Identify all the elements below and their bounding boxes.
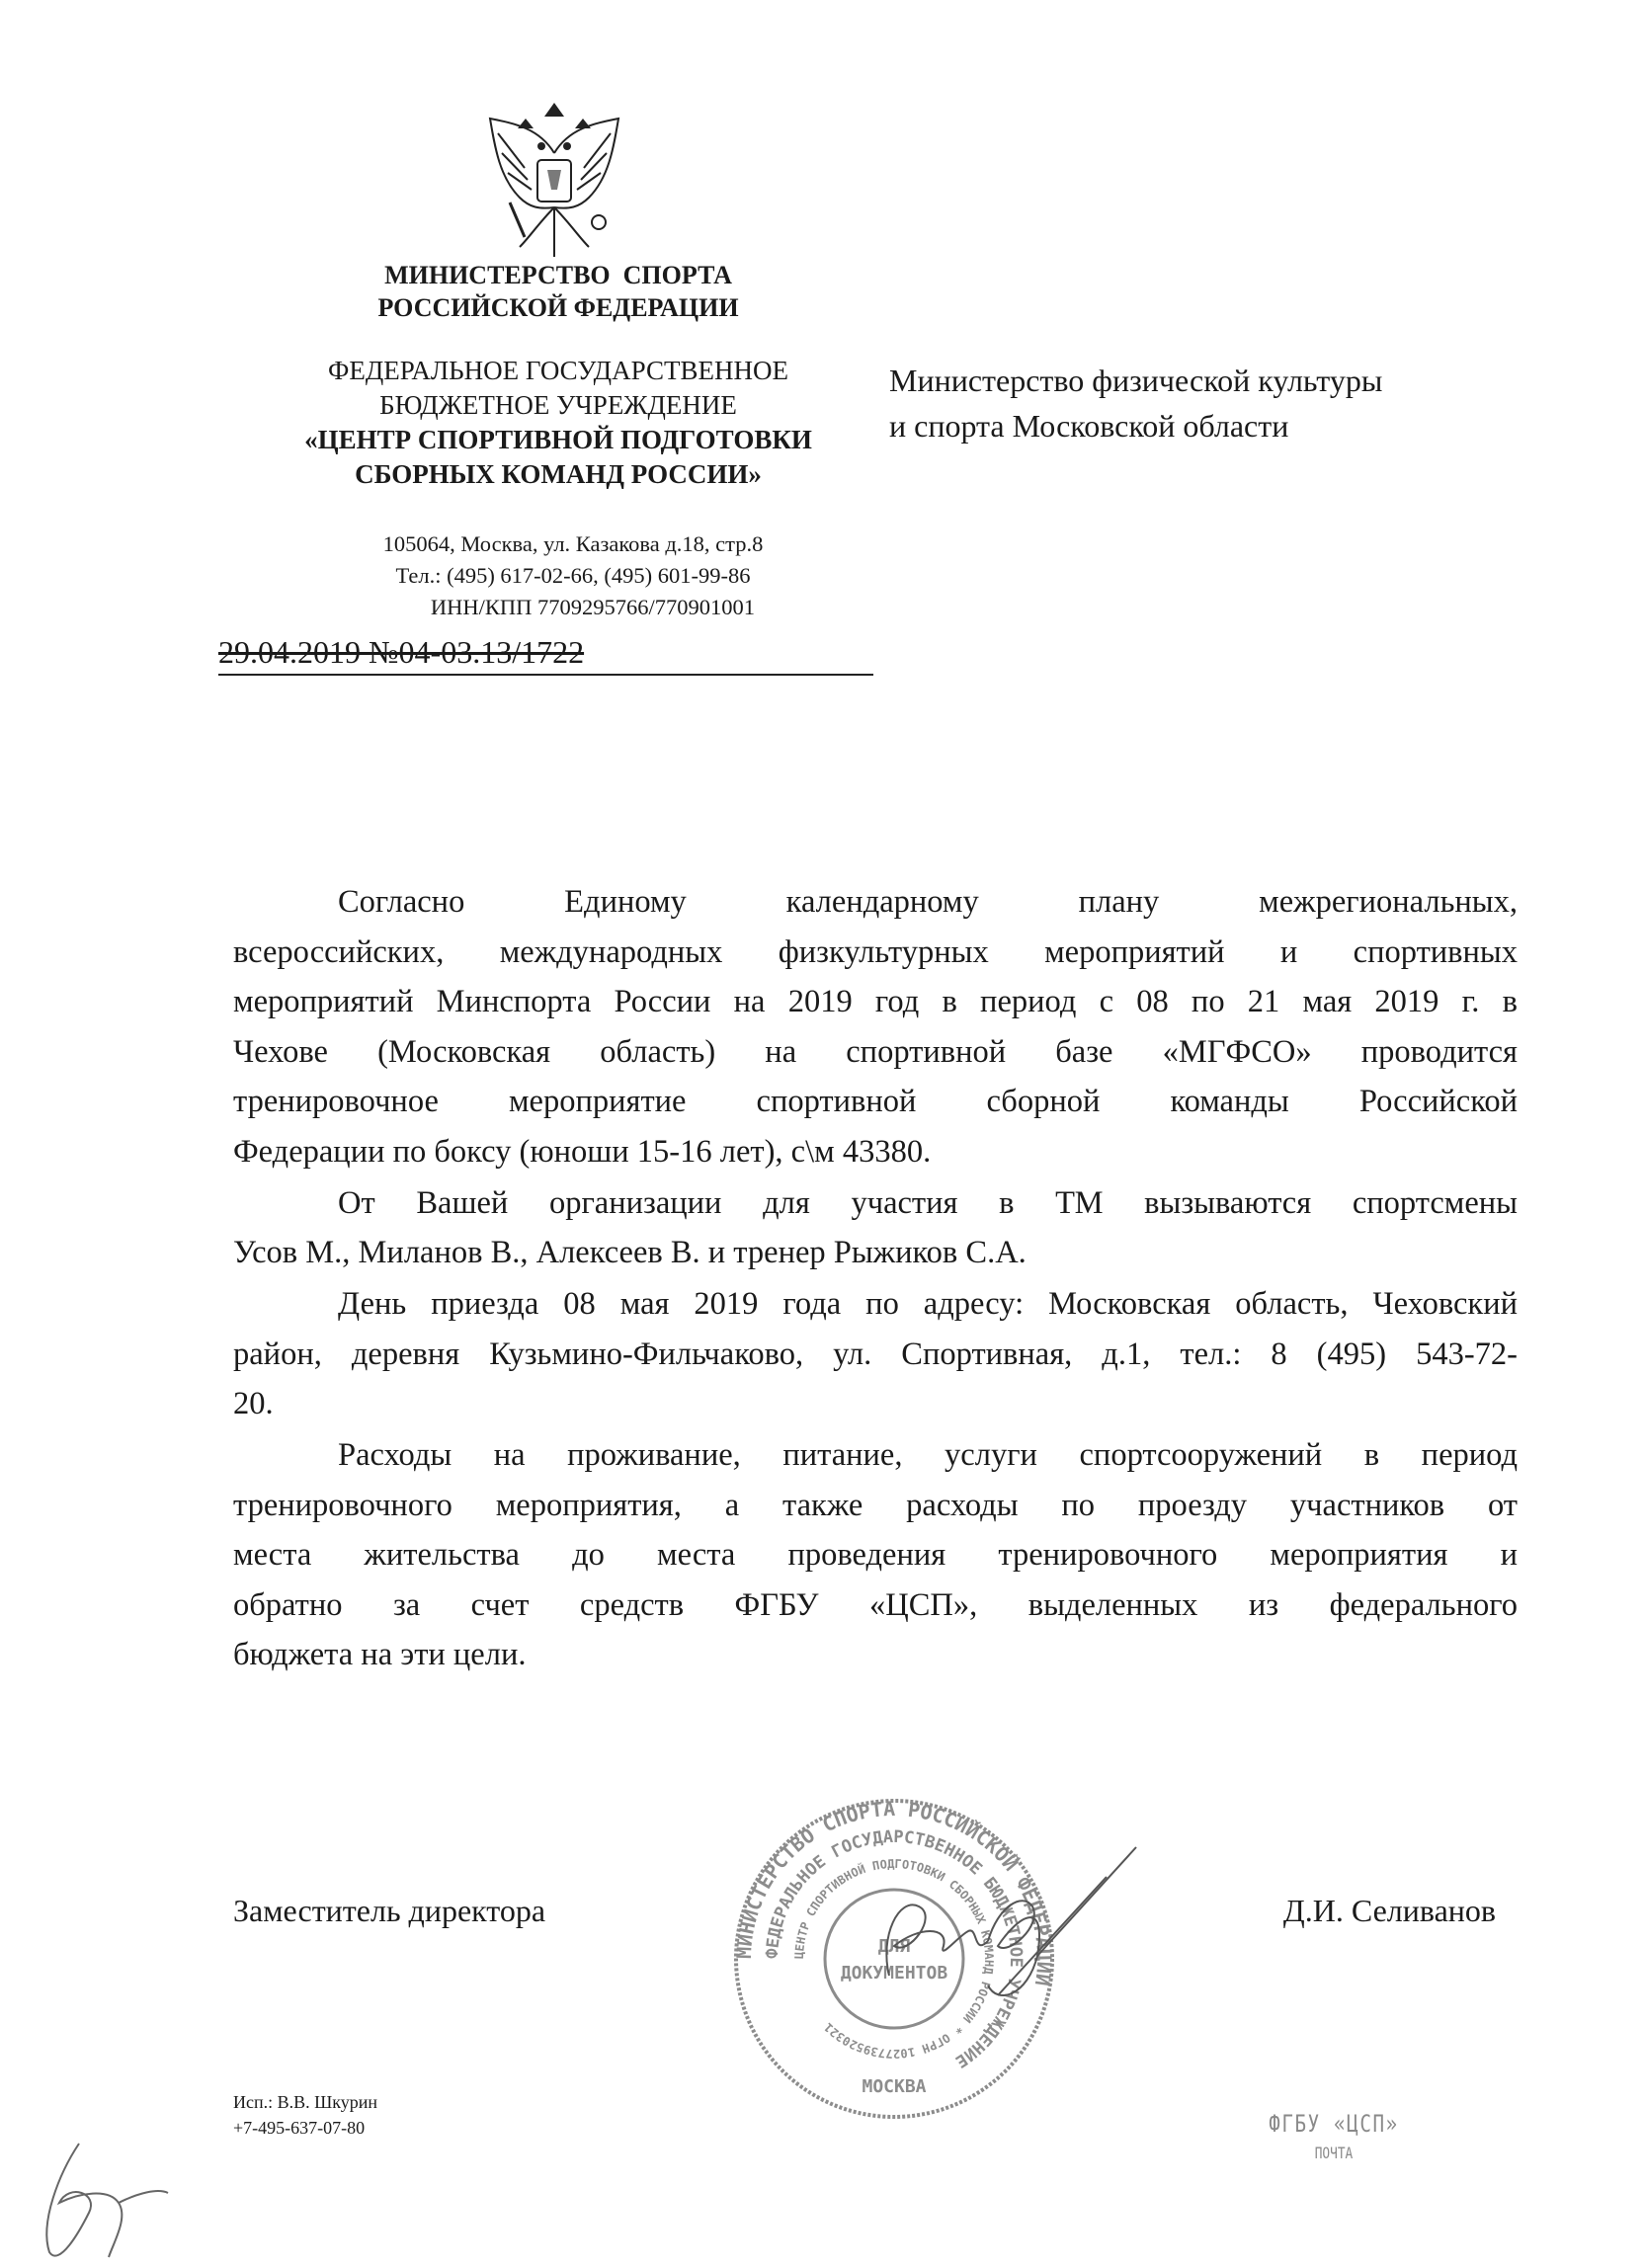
stamp-city-text: МОСКВА xyxy=(862,2076,927,2097)
body-line: Чехове (Московская область) на спортивной базе «МГФСО» проводится xyxy=(233,1033,1518,1070)
mail-registration-mark xyxy=(1225,2110,1442,2162)
russian-coat-of-arms-emblem xyxy=(480,99,628,265)
address-line: 105064, Москва, ул. Казакова д.18, стр.8 xyxy=(382,531,764,556)
stamp-middle-text: ФЕДЕРАЛЬНОЕ ГОСУДАРСТВЕННОЕ БЮДЖЕТНОЕ УЧРЕЖДЕНИЕ xyxy=(762,1826,1027,2071)
body-line: День приезда 08 мая 2019 года по адресу: Московская область, Чеховский xyxy=(338,1286,1518,1322)
recipient-block xyxy=(889,358,1541,448)
body-line: Федерации по боксу (юноши 15-16 лет), с\м 43380. xyxy=(233,1133,932,1170)
body-paragraph xyxy=(233,1430,1518,1680)
stamp-outer-text: МИНИСТЕРСТВО СПОРТА РОССИЙСКОЙ ФЕДЕРАЦИИ xyxy=(731,1796,1057,1988)
mail-mark-label: ПОЧТА xyxy=(1314,2144,1354,2162)
mail-mark-org: ФГБУ «ЦСП» xyxy=(1269,2110,1399,2138)
institution-name xyxy=(247,354,869,492)
stamp-center-text: ДОКУМЕНТОВ xyxy=(840,1963,948,1984)
outgoing-reference-number: 29.04.2019 №04-03.13/1722 xyxy=(218,634,585,670)
executor-info xyxy=(233,2089,377,2141)
body-line: тренировочное мероприятие спортивной сборной команды Российской xyxy=(233,1084,1518,1119)
stamp-center-text: ДЛЯ xyxy=(877,1936,911,1957)
body-line: обратно за счет средств ФГБУ «ЦСП», выделенных из федерального xyxy=(233,1586,1518,1623)
institution-line: БЮДЖЕТНОЕ УЧРЕЖДЕНИЕ xyxy=(379,390,737,420)
body-line: От Вашей организации для участия в ТМ вызываются спортсмены xyxy=(338,1184,1518,1221)
signatory-title: Заместитель директора xyxy=(233,1893,546,1928)
executor-phone: +7-495-637-07-80 xyxy=(233,2118,366,2138)
letter-body xyxy=(233,877,1518,1681)
ministry-line: РОССИЙСКОЙ ФЕДЕРАЦИИ xyxy=(377,293,739,322)
body-paragraph xyxy=(233,1279,1518,1429)
body-line: 20. xyxy=(233,1386,274,1421)
tax-id-line: ИНН/КПП 7709295766/770901001 xyxy=(430,595,756,619)
executor-name: Исп.: В.В. Шкурин xyxy=(233,2092,378,2112)
ministry-name xyxy=(296,259,820,324)
body-line: Расходы на проживание, питание, услуги спортсооружений в период xyxy=(338,1437,1518,1473)
body-line: Усов М., Миланов В., Алексеев В. и тренер Рыжиков С.А. xyxy=(233,1235,1027,1270)
body-paragraph xyxy=(233,1178,1518,1278)
recipient-line: и спорта Московской области xyxy=(889,408,1289,444)
body-line: район, деревня Кузьмино-Фильчаково, ул. Спортивная, д.1, тел.: 8 (495) 543-72- xyxy=(233,1336,1518,1372)
institution-line: ФЕДЕРАЛЬНОЕ ГОСУДАРСТВЕННОЕ xyxy=(328,356,788,385)
handwritten-initials xyxy=(20,2134,178,2268)
body-line: бюджета на эти цели. xyxy=(233,1637,527,1672)
recipient-line: Министерство физической культуры xyxy=(889,363,1383,398)
handwritten-signature xyxy=(850,1837,1146,2035)
body-line: мероприятий Минспорта России на 2019 год в период с 08 по 21 мая 2019 г. в xyxy=(233,984,1518,1019)
ministry-line: МИНИСТЕРСТВО СПОРТА xyxy=(384,261,732,289)
body-line: всероссийских, международных физкультурных мероприятий и спортивных xyxy=(233,933,1518,970)
institution-title-line: «ЦЕНТР СПОРТИВНОЙ ПОДГОТОВКИ xyxy=(304,425,812,454)
institution-title-line: СБОРНЫХ КОМАНД РОССИИ» xyxy=(355,459,762,489)
stamp-inner-text: ЦЕНТР СПОРТИВНОЙ ПОДГОТОВКИ СБОРНЫХ КОМАНД РОССИИ * ОГРН 1027739520321 xyxy=(791,1856,997,2062)
outgoing-reference xyxy=(218,632,873,676)
body-line: Согласно Единому календарному плану межрегиональных, xyxy=(338,884,1518,920)
body-line: места жительства до места проведения тренировочного мероприятия и xyxy=(233,1537,1518,1573)
phone-line: Тел.: (495) 617-02-66, (495) 601-99-86 xyxy=(395,563,751,588)
signatory-name: Д.И. Селиванов xyxy=(1282,1893,1496,1928)
sender-address-block xyxy=(296,528,850,623)
body-line: тренировочного мероприятия, а также расходы по проезду участников от xyxy=(233,1487,1518,1523)
body-paragraph xyxy=(233,877,1518,1176)
